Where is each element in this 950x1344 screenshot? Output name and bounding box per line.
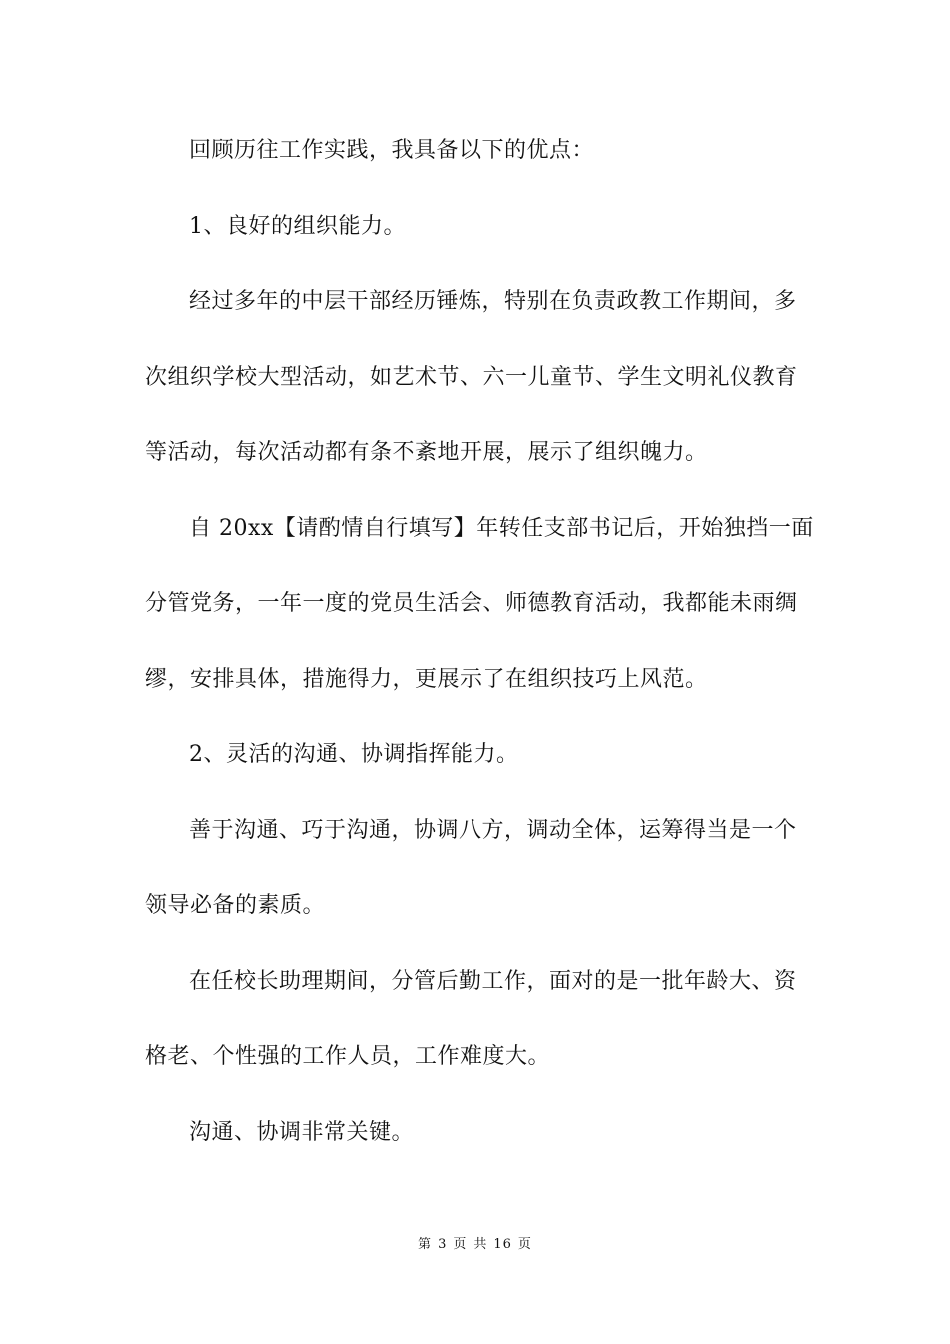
total-page-count: 16 xyxy=(493,1237,512,1252)
footer-suffix: 页 xyxy=(517,1237,532,1252)
paragraph-line: 经过多年的中层干部经历锤炼，特别在负责政教工作期间，多 xyxy=(189,289,797,314)
current-page-number: 3 xyxy=(438,1237,448,1252)
paragraph-line: 次组织学校大型活动，如艺术节、六一儿童节、学生文明礼仪教育 xyxy=(145,364,798,390)
paragraph-line: 2、灵活的沟通、协调指挥能力。 xyxy=(189,742,519,767)
paragraph-line: 1、良好的组织能力。 xyxy=(189,213,406,239)
paragraph-line: 在任校长助理期间，分管后勤工作，面对的是一批年龄大、资 xyxy=(189,968,797,994)
footer-prefix: 第 xyxy=(418,1237,433,1252)
paragraph-line: 回顾历往工作实践，我具备以下的优点： xyxy=(189,138,595,163)
paragraph-line: 领导必备的素质。 xyxy=(145,893,326,918)
body-text xyxy=(145,136,814,1193)
page-footer xyxy=(0,1236,950,1254)
footer-total-word: 共 xyxy=(473,1237,488,1252)
paragraph-line: 格老、个性强的工作人员，工作难度大。 xyxy=(145,1044,551,1069)
paragraph-line: 沟通、协调非常关键。 xyxy=(189,1119,415,1145)
paragraph-line: 善于沟通、巧于沟通，协调八方，调动全体，运筹得当是一个 xyxy=(189,817,797,843)
paragraph-line: 等活动，每次活动都有条不紊地开展，展示了组织魄力。 xyxy=(145,440,708,465)
paragraph-line: 自 20xx【请酌情自行填写】年转任支部书记后，开始独挡一面 xyxy=(189,515,814,541)
paragraph-line: 分管党务，一年一度的党员生活会、师德教育活动，我都能未雨绸 xyxy=(145,591,798,616)
paragraph-line: 缪，安排具体，措施得力，更展示了在组织技巧上风范。 xyxy=(145,666,708,692)
footer-page-word: 页 xyxy=(453,1237,468,1252)
